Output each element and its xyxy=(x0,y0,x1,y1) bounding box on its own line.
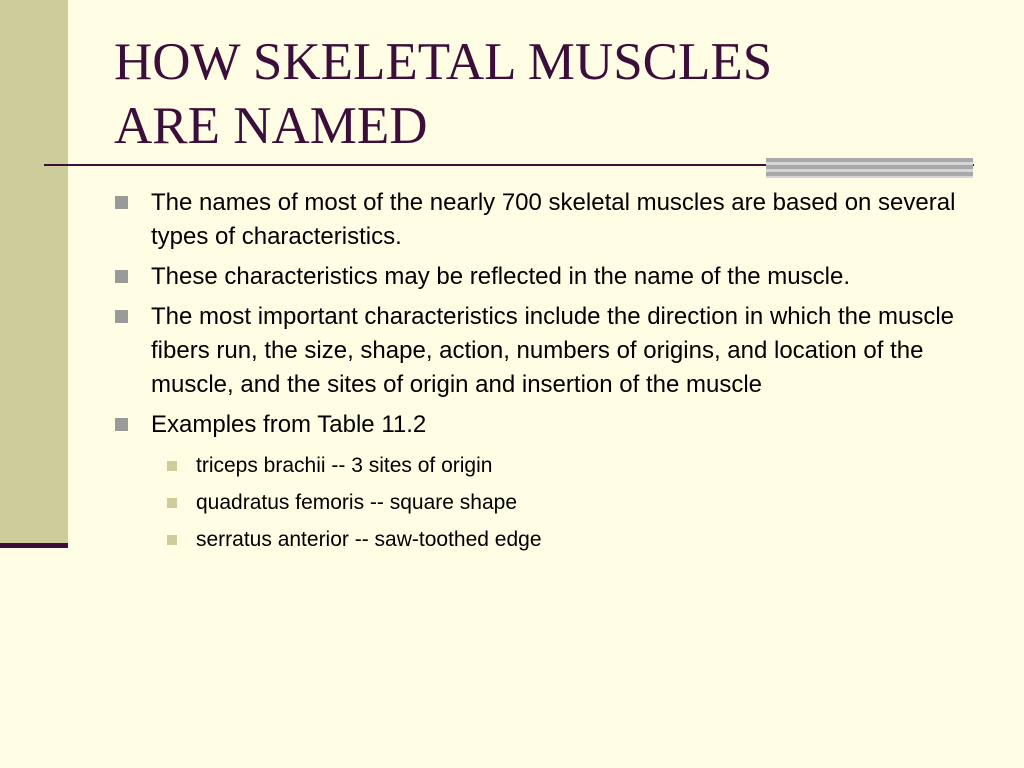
square-bullet-icon xyxy=(115,196,128,209)
bullet-text: The names of most of the nearly 700 skeletal muscles are based on several types of characteristics. xyxy=(151,189,956,250)
square-bullet-icon xyxy=(115,418,128,431)
slide-body xyxy=(114,186,974,559)
bullet-item xyxy=(114,300,974,402)
sub-bullet-item xyxy=(114,485,974,520)
small-square-bullet-icon xyxy=(167,461,177,471)
sub-bullet-item xyxy=(114,448,974,483)
striped-accent-bar xyxy=(766,158,973,178)
sub-bullet-text: triceps brachii -- 3 sites of origin xyxy=(196,454,493,477)
square-bullet-icon xyxy=(115,310,128,323)
sub-bullet-text: quadratus femoris -- square shape xyxy=(196,491,517,514)
small-square-bullet-icon xyxy=(167,498,177,508)
left-band-underline xyxy=(0,543,68,548)
bullet-text: Examples from Table 11.2 xyxy=(151,411,427,438)
bullet-item xyxy=(114,186,974,254)
sub-bullet-item xyxy=(114,522,974,557)
bullet-item xyxy=(114,408,974,442)
left-decorative-band xyxy=(0,0,68,545)
small-square-bullet-icon xyxy=(167,535,177,545)
slide-title-line-1: HOW SKELETAL MUSCLES xyxy=(114,33,773,91)
bullet-item xyxy=(114,260,974,294)
slide-title-line-2: ARE NAMED xyxy=(114,97,428,155)
bullet-text: These characteristics may be reflected in the name of the muscle. xyxy=(151,263,850,290)
bullet-text: The most important characteristics include the direction in which the muscle fibers run, the size, shape, action, numbers of origins, and location of the muscle, and the sites of origin and insertion of the muscle xyxy=(151,303,955,398)
sub-bullet-text: serratus anterior -- saw-toothed edge xyxy=(196,528,542,551)
slide-title xyxy=(114,30,994,158)
square-bullet-icon xyxy=(115,270,128,283)
